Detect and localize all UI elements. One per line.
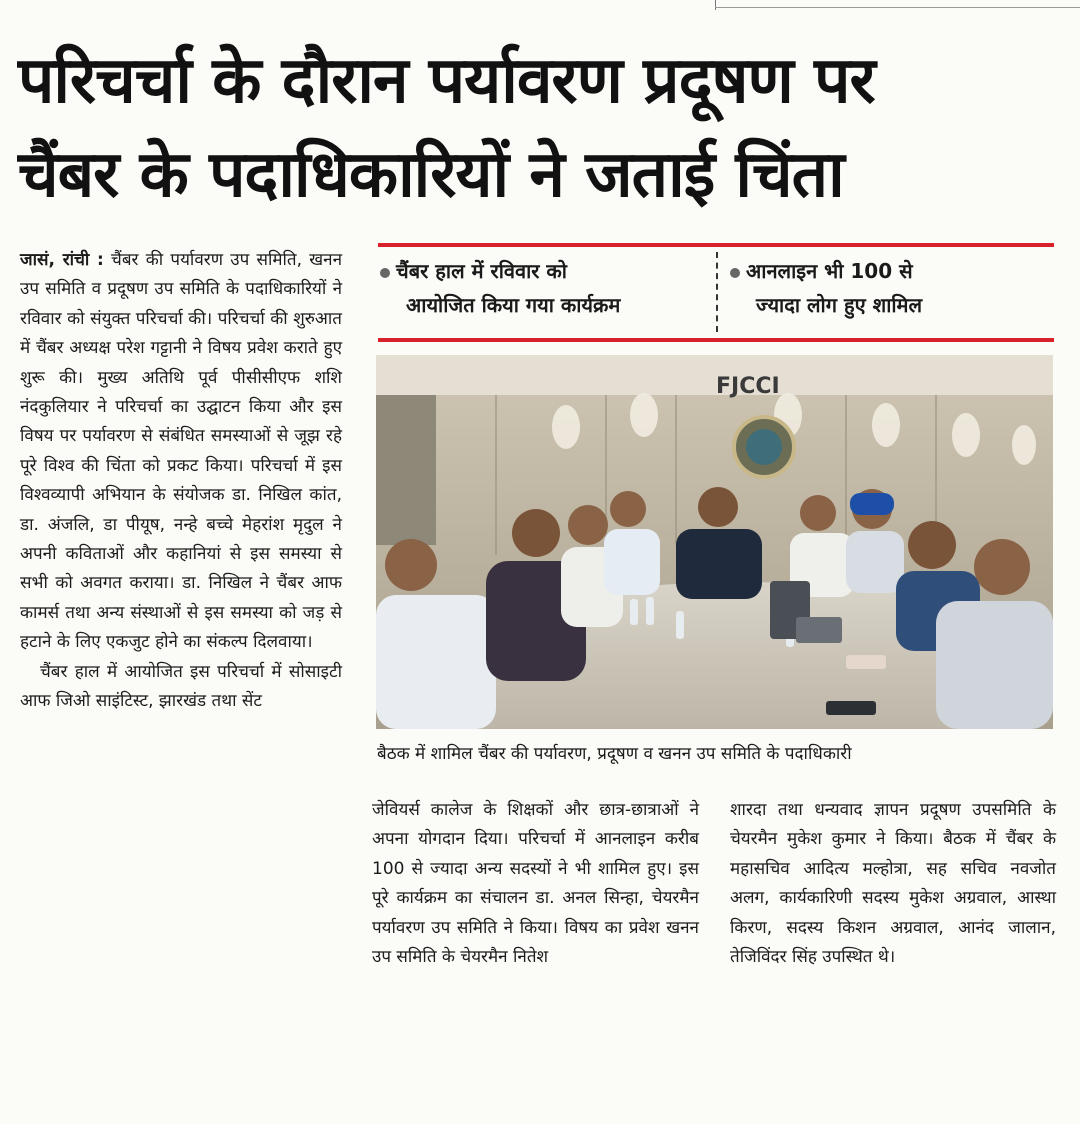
headline-line-2: चैंबर के पदाधिकारियों ने जताई चिंता [18, 138, 844, 212]
bullet-icon [730, 268, 740, 278]
article-column-3: शारदा तथा धन्यवाद ज्ञापन प्रदूषण उपसमिति के चेयरमैन मुकेश कुमार ने किया। बैठक में चैंबर के महासचिव आदित्य मल्होत्रा, सह सचिव नवजोत अलग, कार्यकारिणी सदस्य मुकेश अग्रवाल, आस्था किरण, सदस्य किशन अग्रवाल, आनंद जालान, तेजिविंदर सिंह उपस्थित थे। [730, 800, 1056, 968]
fjcci-emblem-icon [734, 417, 794, 477]
highlight-separator [716, 252, 718, 332]
highlight-2-line-2: ज्यादा लोग हुए शामिल [756, 293, 923, 317]
article-column-1 [20, 246, 342, 717]
page-edge-rule [715, 0, 716, 10]
article-column-2: जेवियर्स कालेज के शिक्षकों और छात्र-छात्राओं ने अपना योगदान दिया। परिचर्चा में आनलाइन करीब 100 से ज्यादा अन्य सदस्यों ने भी शामिल हुए। इस पूरे कार्यक्रम का संचालन डा. अनल सिन्हा, चेयरमैन पर्यावरण उप समिति ने किया। विषय का प्रवेश खनन उप समिति के चेयरमैन नितेश [372, 800, 699, 968]
highlight-box-1 [380, 254, 700, 334]
highlight-1-line-1: चैंबर हाल में रविवार को [396, 259, 567, 283]
fjcci-sign-text: FJCCI [716, 374, 780, 399]
column-1-paragraph-1: चैंबर की पर्यावरण उप समिति, खनन उप समिति व प्रदूषण उप समिति के पदाधिकारियों ने रविवार को संयुक्त परिचर्चा की। परिचर्चा की शुरुआत में चैंबर अध्यक्ष परेश गट्टानी ने विषय प्रवेश कराते हुए शुरू की। मुख्य अतिथि पूर्व पीसीसीएफ शशि नंदकुलियार ने परिचर्चा का उद्घाटन किया और इस विषय पर पर्यावरण से संबंधित समस्याओं से जूझ रहे पूरे विश्व की चिंता को प्रकट किया। परिचर्चा में इस विश्वव्यापी अभियान के संयोजक डा. निखिल कांत, डा. अंजलि, डा पीयूष, नन्हे बच्चे मेहरांश मृदुल ने अपनी कविताओं और कहानियां से इस समस्या से सभी को अवगत कराया। डा. निखिल ने चैंबर आफ कामर्स तथा अन्य संस्थाओं से इस समस्या को जड़ से हटाने के लिए एकजुट होने का संकल्प दिलवाया। [20, 250, 343, 653]
highlight-box-2 [730, 254, 1050, 334]
photo-caption: बैठक में शामिल चैंबर की पर्यावरण, प्रदूषण व खनन उप समिति के पदाधिकारी [377, 744, 852, 764]
headline [18, 34, 1068, 222]
highlight-1-line-2: आयोजित किया गया कार्यक्रम [406, 293, 621, 317]
headline-line-1: परिचर्चा के दौरान पर्यावरण प्रदूषण पर [18, 44, 875, 118]
page-top-line [715, 7, 1080, 8]
meeting-photo-illustration [376, 355, 1053, 729]
highlight-bottom-rule [378, 338, 1054, 342]
highlight-top-rule [378, 243, 1054, 247]
meeting-photo [376, 355, 1053, 729]
column-1-paragraph-2: चैंबर हाल में आयोजित इस परिचर्चा में सोसाइटी आफ जिओ साइंटिस्ट, झारखंड तथा सेंट [20, 661, 342, 712]
highlight-2-line-1: आनलाइन भी 100 से [746, 259, 913, 283]
bullet-icon [380, 268, 390, 278]
dateline: जासं, रांची : [20, 250, 104, 270]
